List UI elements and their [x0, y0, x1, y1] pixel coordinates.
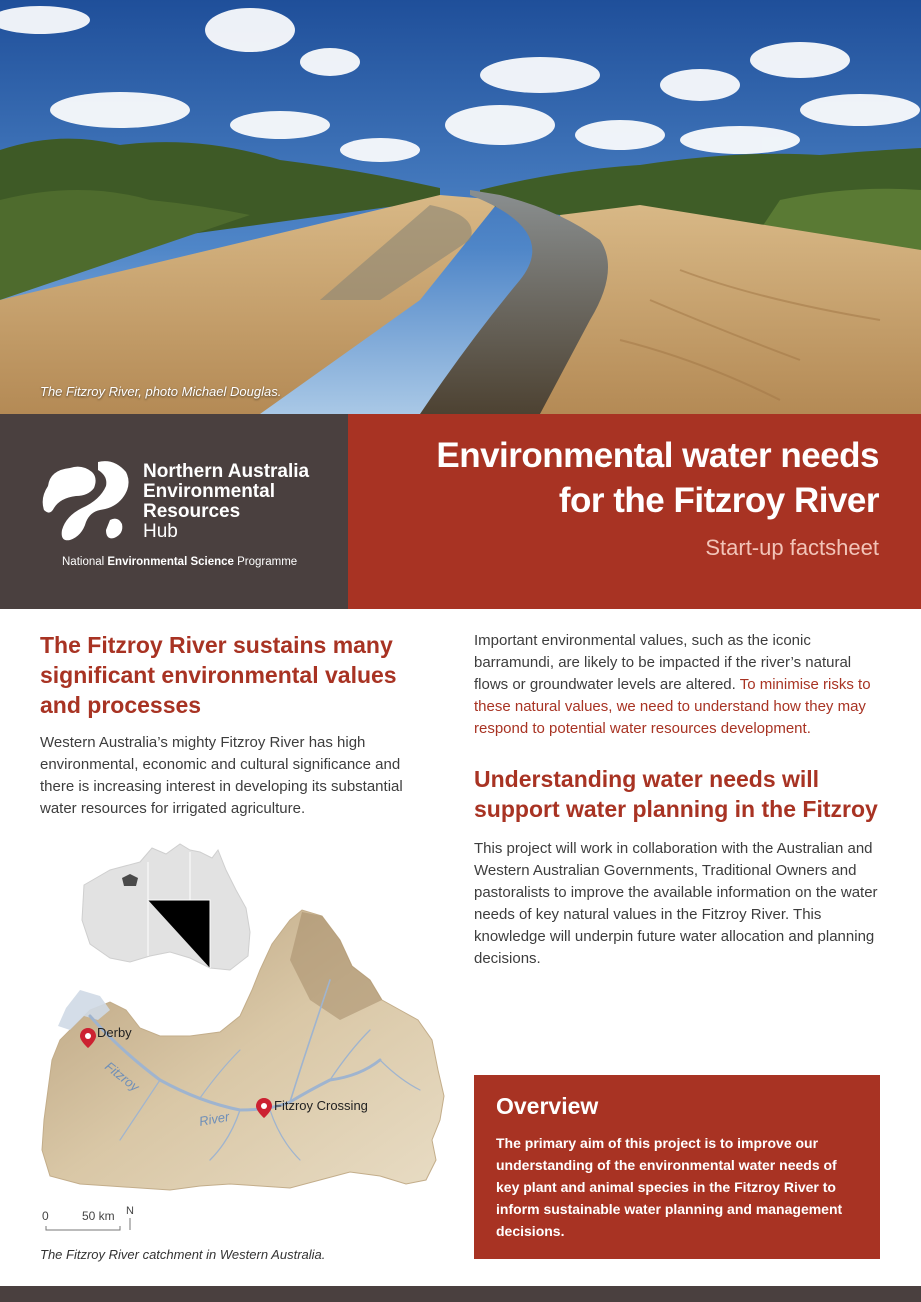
logo-panel — [0, 414, 348, 609]
org-line-3: Resources — [143, 501, 241, 522]
river-label-fitzroy: Fitzroy — [102, 1058, 143, 1095]
right-heading: Understanding water needs will support water planning in the Fitzroy — [474, 766, 878, 822]
left-column — [40, 630, 432, 820]
left-heading: The Fitzroy River sustains many significant environmental values and processes — [40, 632, 397, 718]
footer-bar — [0, 1286, 921, 1302]
page-subtitle: Start-up factsheet — [705, 535, 879, 560]
org-line-2: Environmental — [143, 481, 275, 502]
fitzroy-crossing-label: Fitzroy Crossing — [274, 1098, 368, 1113]
title-banner — [0, 414, 921, 609]
catchment-map — [40, 840, 460, 1235]
right-paragraph-1-normal: Important environmental values, such as the iconic barramundi, are likely to be impacted if the river’s natural flows or groundwater levels are altered. — [474, 632, 852, 693]
hero-photo — [0, 0, 921, 414]
scale-km: 50 km — [82, 1209, 115, 1223]
scale-zero: 0 — [42, 1209, 49, 1223]
overview-heading: Overview — [496, 1093, 599, 1119]
title-line-2: for the Fitzroy River — [558, 481, 879, 520]
map-illustration — [40, 840, 460, 1235]
north-label: N — [126, 1205, 134, 1217]
right-paragraph-1-highlight: To minimise risks to these natural values, we need to understand how they may respond to potential water resources development. — [474, 676, 871, 737]
title-panel — [348, 414, 921, 609]
scale-bar — [42, 1209, 120, 1230]
right-paragraph-2: This project will work in collaboration with the Australian and Western Australian Governments, Traditional Owners and pastoralists to improve the available information on the water needs of key natural values in the Fitzroy River. This knowledge will underpin future water allocation and planning decisions. — [474, 840, 878, 967]
right-column — [474, 630, 880, 970]
right-paragraph-1 — [474, 630, 880, 740]
organisation-name — [143, 462, 343, 542]
left-paragraph: Western Australia’s mighty Fitzroy River has high environmental, economic and cultural significance and there is increasing interest in developing its substantial water resources for irrigated agriculture. — [40, 734, 403, 817]
derby-label: Derby — [97, 1025, 132, 1040]
north-arrow-icon — [126, 1205, 134, 1230]
program-bold: Environmental Science — [107, 556, 234, 568]
overview-box — [474, 1075, 880, 1259]
title-line-1: Environmental water needs — [436, 436, 879, 475]
page-title — [359, 433, 879, 523]
river-photo-illustration — [0, 0, 921, 414]
river-label-river: River — [197, 1108, 231, 1129]
photo-caption: The Fitzroy River, photo Michael Douglas. — [40, 384, 282, 399]
program-pre: National — [62, 556, 108, 568]
map-caption: The Fitzroy River catchment in Western Australia. — [40, 1247, 326, 1262]
org-line-4: Hub — [143, 521, 178, 542]
nesp-logo-icon — [40, 456, 132, 542]
overview-text: The primary aim of this project is to improve our understanding of the environmental water needs of key plant and animal species in the Fitzroy River to inform sustainable water planning and management decisions. — [496, 1135, 843, 1239]
program-post: Programme — [233, 556, 298, 568]
org-line-1: Northern Australia — [143, 461, 310, 482]
programme-name — [62, 556, 297, 568]
